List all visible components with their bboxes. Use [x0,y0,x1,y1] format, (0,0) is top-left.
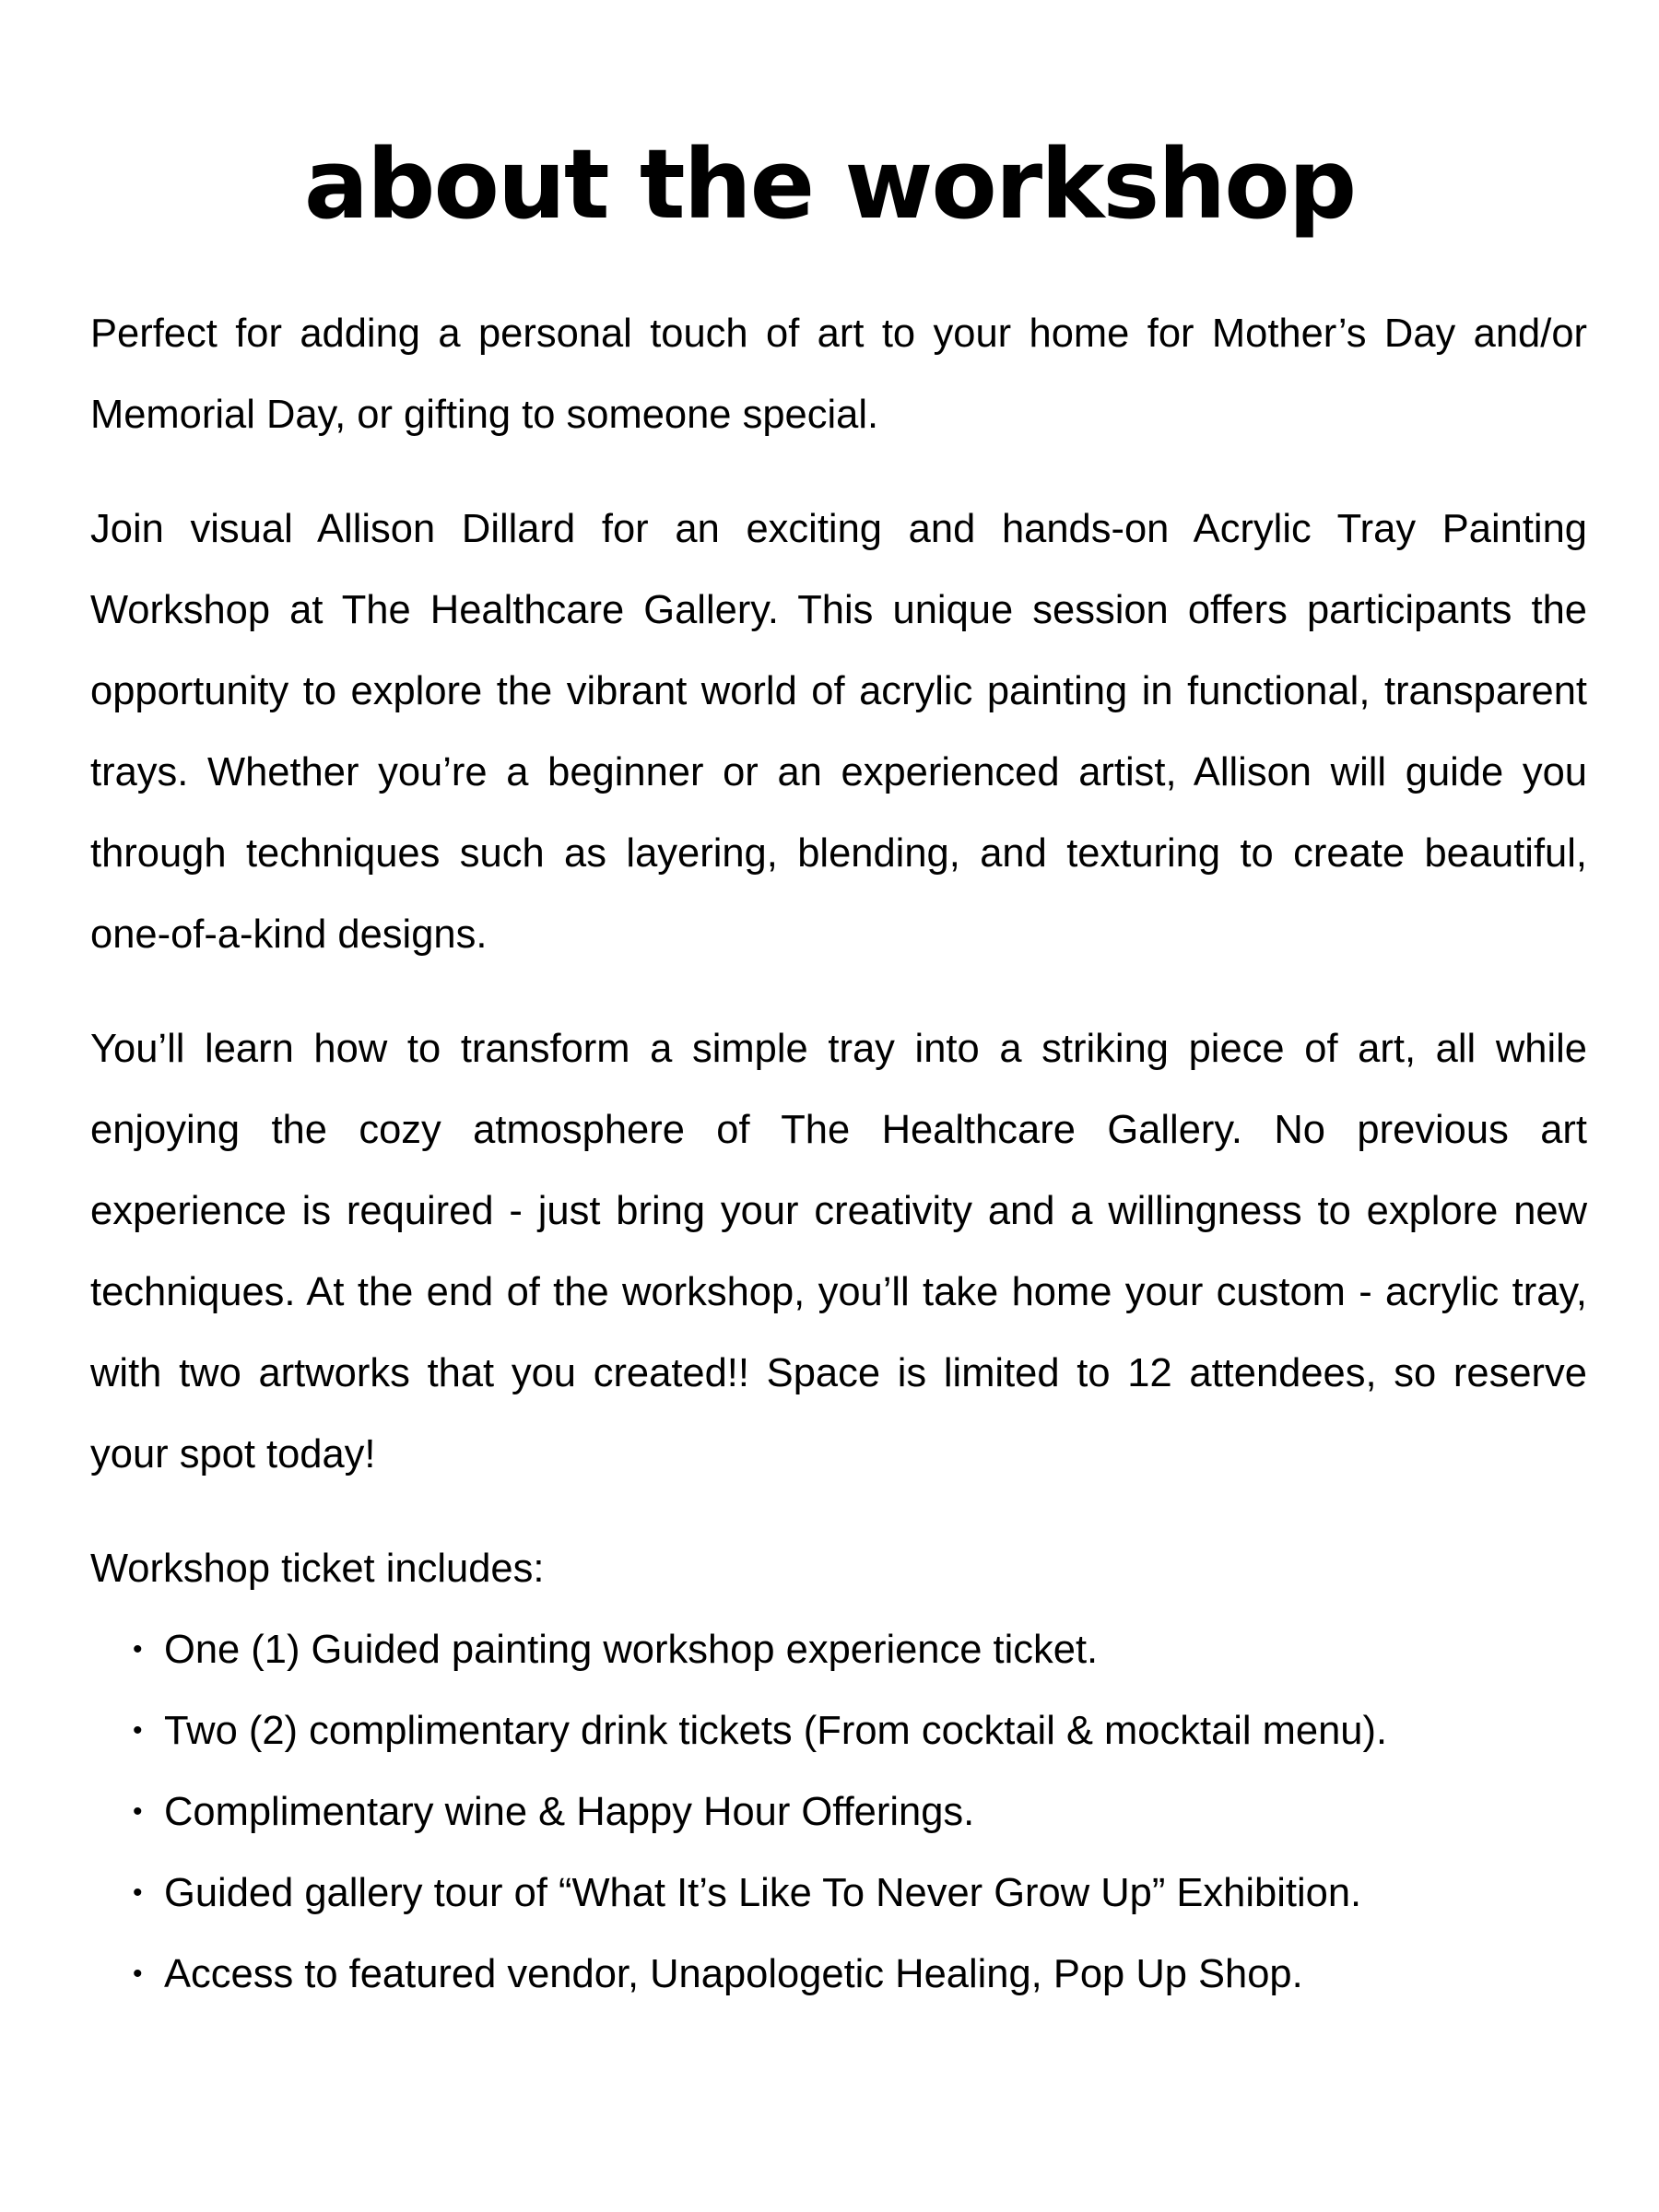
intro-paragraph: Perfect for adding a personal touch of art to your home for Mother’s Day and/or Memorial Day, or gifting to someone special. [90,312,1587,437]
list-item [90,1853,1587,1934]
bullet-icon: • [133,1959,143,1989]
list-item [90,1609,1587,1690]
list-item-text: Complimentary wine & Happy Hour Offerings. [164,1790,975,1834]
bullet-icon: • [133,1715,143,1746]
includes-list [90,1609,1587,2015]
list-item-text: Guided gallery tour of “What It’s Like To Never Grow Up” Exhibition. [164,1871,1362,1915]
experience-paragraph: You’ll learn how to transform a simple tray into a striking piece of art, all while enjoying the cozy atmosphere of The Healthcare Gallery. No previous art experience is required - just bring your creativity and a willingness to explore new techniques. At the end of the workshop, you’ll take home your custom - acrylic tray, with two artworks that you created!! Space is limited to 12 attendees, so reserve your spot today! [90,1027,1587,1477]
workshop-description [90,293,1587,2015]
list-item-text: Two (2) complimentary drink tickets (From cocktail & mocktail menu). [164,1709,1388,1753]
bullet-icon: • [133,1877,143,1908]
list-item [90,1771,1587,1853]
list-item-text: One (1) Guided painting workshop experience ticket. [164,1628,1099,1672]
page-title: about the workshop [303,128,1356,241]
list-item [90,1690,1587,1771]
bullet-icon: • [133,1796,143,1827]
includes-label: Workshop ticket includes: [90,1547,545,1591]
list-item-text: Access to featured vendor, Unapologetic Healing, Pop Up Shop. [164,1952,1303,1996]
list-item [90,1934,1587,2015]
bullet-icon: • [133,1634,143,1665]
details-paragraph: Join visual Allison Dillard for an exciting and hands-on Acrylic Tray Painting Workshop at The Healthcare Gallery. This unique session offers participants the opportunity to explore the vibrant world of acrylic painting in functional, transparent trays. Whether you’re a beginner or an experienced artist, Allison will guide you through techniques such as layering, blending, and texturing to create beautiful, one-of-a-kind designs. [90,507,1587,957]
